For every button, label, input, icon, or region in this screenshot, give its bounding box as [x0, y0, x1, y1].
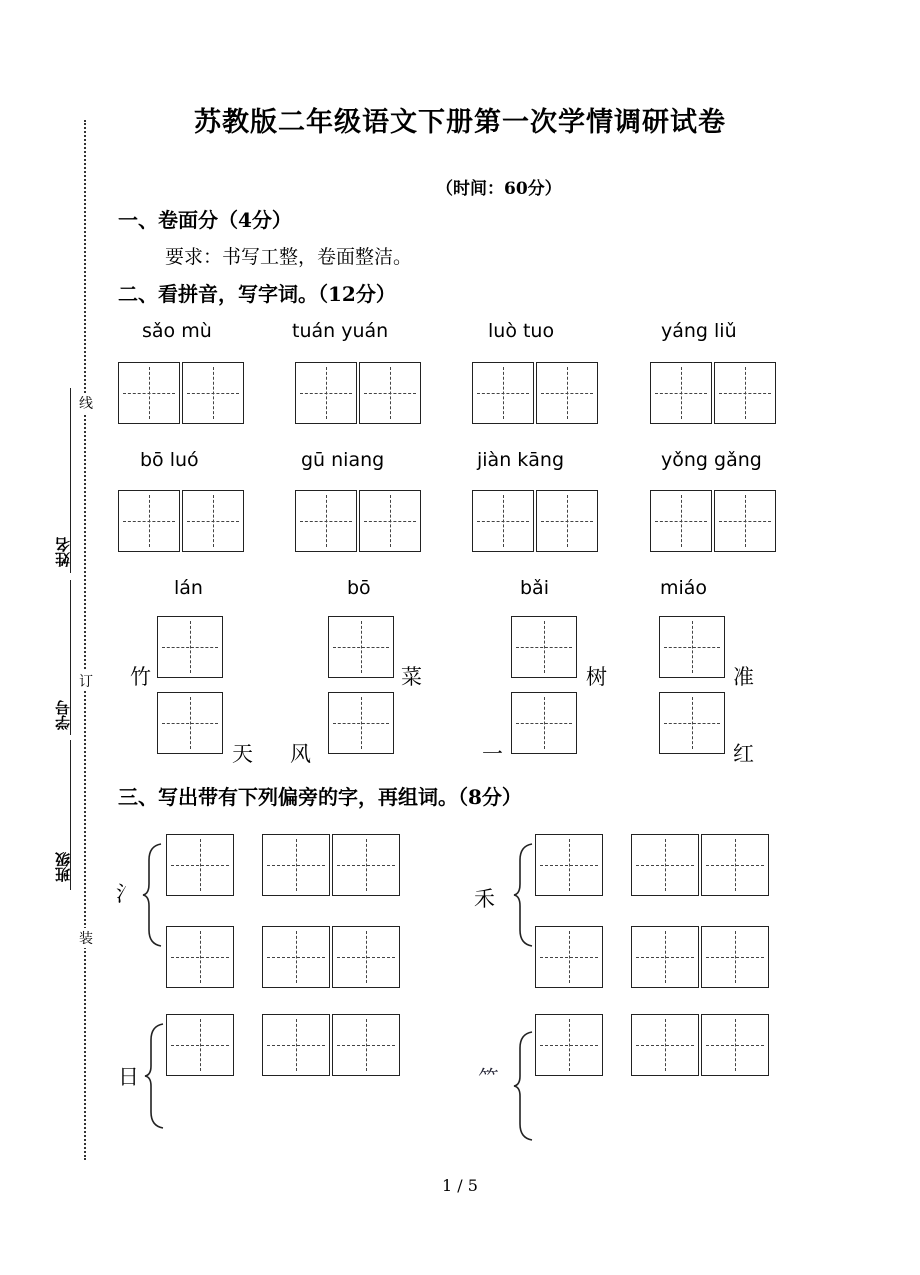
section-1-heading: 一、卷面分（4分）: [118, 208, 292, 232]
binding-line: [84, 120, 86, 1160]
writing-grid[interactable]: [295, 362, 357, 424]
writing-grid[interactable]: [659, 616, 725, 678]
writing-grid[interactable]: [332, 834, 400, 896]
pinyin-jiankang: jiàn kāng: [477, 449, 565, 471]
pinyin-saomu: sǎo mù: [142, 320, 212, 342]
pinyin-guniang: gū niang: [301, 449, 385, 471]
word-feng: 风: [290, 742, 311, 766]
pinyin-yonggang: yǒng gǎng: [661, 449, 762, 471]
writing-grid[interactable]: [472, 490, 534, 552]
class-blank: [70, 740, 71, 890]
pinyin-luotuo: luò tuo: [488, 320, 555, 342]
writing-grid[interactable]: [659, 692, 725, 754]
word-zhu: 竹: [130, 665, 151, 689]
writing-grid[interactable]: [536, 490, 598, 552]
binding-mark-ding: 订: [79, 671, 93, 691]
writing-grid[interactable]: [262, 1014, 330, 1076]
writing-grid[interactable]: [701, 926, 769, 988]
word-zhun: 准: [733, 665, 754, 689]
student-number-blank: [70, 580, 71, 735]
writing-grid[interactable]: [182, 362, 244, 424]
writing-grid[interactable]: [359, 490, 421, 552]
radical-grain: 禾: [474, 887, 495, 911]
writing-grid[interactable]: [166, 834, 234, 896]
page-number: 1 / 5: [442, 1176, 478, 1195]
section-2-heading: 二、看拼音，写字词。（12分）: [118, 282, 396, 306]
writing-grid[interactable]: [262, 926, 330, 988]
class-label: 班级: [54, 852, 72, 882]
writing-grid[interactable]: [631, 926, 699, 988]
radical-bamboo: ⺮: [478, 1066, 499, 1090]
writing-grid[interactable]: [714, 362, 776, 424]
brace-icon: [143, 1022, 167, 1130]
pinyin-tuanyuan: tuán yuán: [292, 320, 389, 342]
student-number-label: 学号: [54, 700, 72, 730]
word-tian: 天: [232, 742, 253, 766]
writing-grid[interactable]: [631, 1014, 699, 1076]
section-1-requirement: 要求：书写工整，卷面整洁。: [165, 246, 413, 268]
pinyin-boluo: bō luó: [140, 449, 199, 471]
writing-grid[interactable]: [332, 926, 400, 988]
writing-grid[interactable]: [328, 692, 394, 754]
word-shu: 树: [586, 665, 607, 689]
word-yi: 一: [482, 742, 503, 766]
writing-grid[interactable]: [118, 490, 180, 552]
pinyin-lan: lán: [174, 577, 203, 599]
writing-grid[interactable]: [157, 692, 223, 754]
writing-grid[interactable]: [714, 490, 776, 552]
writing-grid[interactable]: [650, 362, 712, 424]
writing-grid[interactable]: [359, 362, 421, 424]
writing-grid[interactable]: [511, 616, 577, 678]
word-cai: 菜: [401, 665, 422, 689]
pinyin-miao: miáo: [660, 577, 708, 599]
pinyin-bo: bō: [347, 577, 371, 599]
pinyin-bai: bǎi: [520, 577, 549, 599]
binding-mark-xian: 线: [79, 393, 93, 413]
writing-grid[interactable]: [701, 834, 769, 896]
writing-grid[interactable]: [157, 616, 223, 678]
writing-grid[interactable]: [631, 834, 699, 896]
brace-icon: [141, 842, 165, 948]
writing-grid[interactable]: [511, 692, 577, 754]
binding-mark-zhuang: 装: [79, 928, 93, 948]
word-hong: 红: [733, 742, 754, 766]
writing-grid[interactable]: [701, 1014, 769, 1076]
writing-grid[interactable]: [262, 834, 330, 896]
writing-grid[interactable]: [650, 490, 712, 552]
writing-grid[interactable]: [535, 926, 603, 988]
writing-grid[interactable]: [295, 490, 357, 552]
radical-water: 氵: [116, 882, 137, 906]
section-3-heading: 三、写出带有下列偏旁的字，再组词。（8分）: [118, 785, 522, 809]
exam-title: 苏教版二年级语文下册第一次学情调研试卷: [194, 107, 726, 138]
writing-grid[interactable]: [166, 926, 234, 988]
writing-grid[interactable]: [182, 490, 244, 552]
writing-grid[interactable]: [535, 834, 603, 896]
writing-grid[interactable]: [328, 616, 394, 678]
writing-grid[interactable]: [536, 362, 598, 424]
radical-sun: 日: [118, 1065, 139, 1089]
brace-icon: [512, 1030, 536, 1142]
exam-time: （时间：60分）: [436, 179, 562, 199]
writing-grid[interactable]: [118, 362, 180, 424]
writing-grid[interactable]: [472, 362, 534, 424]
brace-icon: [512, 842, 536, 948]
pinyin-yangliu: yáng liǔ: [661, 320, 737, 342]
writing-grid[interactable]: [332, 1014, 400, 1076]
writing-grid[interactable]: [166, 1014, 234, 1076]
name-label: 姓名: [54, 537, 72, 567]
name-blank: [70, 388, 71, 573]
writing-grid[interactable]: [535, 1014, 603, 1076]
